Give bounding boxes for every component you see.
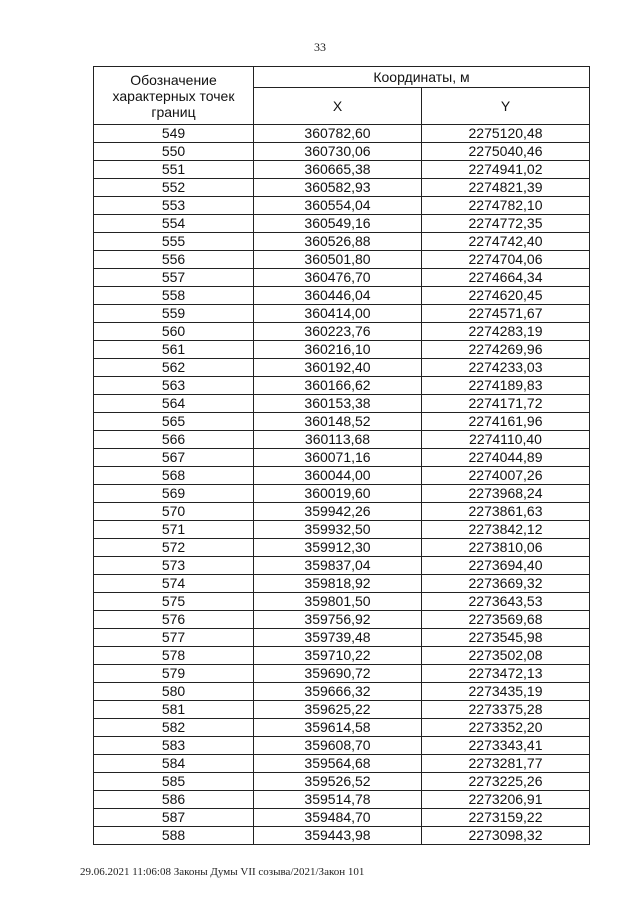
point-id-cell: 554 xyxy=(94,215,254,233)
table-row xyxy=(94,809,590,827)
y-coordinate-cell: 2273225,26 xyxy=(422,773,590,791)
table-row xyxy=(94,143,590,161)
y-coordinate-cell: 2273375,28 xyxy=(422,701,590,719)
point-id-cell: 575 xyxy=(94,593,254,611)
y-coordinate-cell: 2274941,02 xyxy=(422,161,590,179)
point-id-cell: 577 xyxy=(94,629,254,647)
x-coordinate-cell: 359514,78 xyxy=(254,791,422,809)
y-coordinate-cell: 2274189,83 xyxy=(422,377,590,395)
x-coordinate-cell: 360071,16 xyxy=(254,449,422,467)
y-coordinate-cell: 2273206,91 xyxy=(422,791,590,809)
point-id-cell: 580 xyxy=(94,683,254,701)
y-coordinate-cell: 2275040,46 xyxy=(422,143,590,161)
point-id-cell: 556 xyxy=(94,251,254,269)
header-coordinates: Координаты, м xyxy=(254,67,590,88)
table-row xyxy=(94,737,590,755)
y-coordinate-cell: 2274704,06 xyxy=(422,251,590,269)
y-coordinate-cell: 2273098,32 xyxy=(422,827,590,845)
point-id-cell: 561 xyxy=(94,341,254,359)
x-coordinate-cell: 359932,50 xyxy=(254,521,422,539)
y-coordinate-cell: 2274664,34 xyxy=(422,269,590,287)
header-x: X xyxy=(254,88,422,125)
point-id-cell: 559 xyxy=(94,305,254,323)
x-coordinate-cell: 359710,22 xyxy=(254,647,422,665)
table-row xyxy=(94,413,590,431)
x-coordinate-cell: 360192,40 xyxy=(254,359,422,377)
coordinates-table xyxy=(93,66,590,845)
x-coordinate-cell: 359739,48 xyxy=(254,629,422,647)
table-row xyxy=(94,377,590,395)
x-coordinate-cell: 359801,50 xyxy=(254,593,422,611)
table-row xyxy=(94,629,590,647)
point-id-cell: 569 xyxy=(94,485,254,503)
header-point-designation: Обозначение характерных точек границ xyxy=(94,67,254,125)
point-id-cell: 549 xyxy=(94,125,254,143)
table-row xyxy=(94,557,590,575)
y-coordinate-cell: 2274742,40 xyxy=(422,233,590,251)
table-row xyxy=(94,485,590,503)
point-id-cell: 574 xyxy=(94,575,254,593)
y-coordinate-cell: 2273968,24 xyxy=(422,485,590,503)
header-y: Y xyxy=(422,88,590,125)
table-row xyxy=(94,215,590,233)
x-coordinate-cell: 360414,00 xyxy=(254,305,422,323)
table-row xyxy=(94,593,590,611)
table-row xyxy=(94,827,590,845)
table-row xyxy=(94,719,590,737)
x-coordinate-cell: 359756,92 xyxy=(254,611,422,629)
x-coordinate-cell: 359614,58 xyxy=(254,719,422,737)
x-coordinate-cell: 360153,38 xyxy=(254,395,422,413)
x-coordinate-cell: 359608,70 xyxy=(254,737,422,755)
point-id-cell: 566 xyxy=(94,431,254,449)
table-row xyxy=(94,323,590,341)
document-footer: 29.06.2021 11:06:08 Законы Думы VII созыва/2021/Закон 101 xyxy=(80,866,365,878)
point-id-cell: 586 xyxy=(94,791,254,809)
table-row xyxy=(94,431,590,449)
y-coordinate-cell: 2274571,67 xyxy=(422,305,590,323)
y-coordinate-cell: 2273810,06 xyxy=(422,539,590,557)
point-id-cell: 557 xyxy=(94,269,254,287)
point-id-cell: 584 xyxy=(94,755,254,773)
y-coordinate-cell: 2273842,12 xyxy=(422,521,590,539)
table-row xyxy=(94,359,590,377)
point-id-cell: 582 xyxy=(94,719,254,737)
point-id-cell: 562 xyxy=(94,359,254,377)
table-row xyxy=(94,773,590,791)
x-coordinate-cell: 360501,80 xyxy=(254,251,422,269)
point-id-cell: 585 xyxy=(94,773,254,791)
table-row xyxy=(94,287,590,305)
y-coordinate-cell: 2274620,45 xyxy=(422,287,590,305)
table-row xyxy=(94,755,590,773)
point-id-cell: 571 xyxy=(94,521,254,539)
x-coordinate-cell: 360148,52 xyxy=(254,413,422,431)
point-id-cell: 563 xyxy=(94,377,254,395)
y-coordinate-cell: 2273435,19 xyxy=(422,683,590,701)
table-row xyxy=(94,611,590,629)
point-id-cell: 564 xyxy=(94,395,254,413)
point-id-cell: 581 xyxy=(94,701,254,719)
y-coordinate-cell: 2274110,40 xyxy=(422,431,590,449)
table-row xyxy=(94,521,590,539)
y-coordinate-cell: 2274007,26 xyxy=(422,467,590,485)
y-coordinate-cell: 2274161,96 xyxy=(422,413,590,431)
table-row xyxy=(94,269,590,287)
x-coordinate-cell: 359526,52 xyxy=(254,773,422,791)
point-id-cell: 576 xyxy=(94,611,254,629)
table-row xyxy=(94,575,590,593)
table-row xyxy=(94,197,590,215)
x-coordinate-cell: 359942,26 xyxy=(254,503,422,521)
y-coordinate-cell: 2274044,89 xyxy=(422,449,590,467)
y-coordinate-cell: 2275120,48 xyxy=(422,125,590,143)
page-number: 33 xyxy=(314,40,326,54)
y-coordinate-cell: 2273545,98 xyxy=(422,629,590,647)
table-row xyxy=(94,125,590,143)
y-coordinate-cell: 2273343,41 xyxy=(422,737,590,755)
table-row xyxy=(94,503,590,521)
y-coordinate-cell: 2273694,40 xyxy=(422,557,590,575)
table-row xyxy=(94,449,590,467)
x-coordinate-cell: 359564,68 xyxy=(254,755,422,773)
table-row xyxy=(94,161,590,179)
point-id-cell: 579 xyxy=(94,665,254,683)
x-coordinate-cell: 360113,68 xyxy=(254,431,422,449)
x-coordinate-cell: 359666,32 xyxy=(254,683,422,701)
table-row xyxy=(94,791,590,809)
y-coordinate-cell: 2274782,10 xyxy=(422,197,590,215)
y-coordinate-cell: 2274269,96 xyxy=(422,341,590,359)
x-coordinate-cell: 359625,22 xyxy=(254,701,422,719)
point-id-cell: 558 xyxy=(94,287,254,305)
x-coordinate-cell: 360223,76 xyxy=(254,323,422,341)
point-id-cell: 583 xyxy=(94,737,254,755)
y-coordinate-cell: 2274171,72 xyxy=(422,395,590,413)
y-coordinate-cell: 2274772,35 xyxy=(422,215,590,233)
y-coordinate-cell: 2273502,08 xyxy=(422,647,590,665)
x-coordinate-cell: 360526,88 xyxy=(254,233,422,251)
point-id-cell: 565 xyxy=(94,413,254,431)
table-row xyxy=(94,467,590,485)
x-coordinate-cell: 360730,06 xyxy=(254,143,422,161)
table-row xyxy=(94,305,590,323)
x-coordinate-cell: 360476,70 xyxy=(254,269,422,287)
x-coordinate-cell: 359484,70 xyxy=(254,809,422,827)
y-coordinate-cell: 2274283,19 xyxy=(422,323,590,341)
point-id-cell: 553 xyxy=(94,197,254,215)
table-row xyxy=(94,701,590,719)
point-id-cell: 567 xyxy=(94,449,254,467)
y-coordinate-cell: 2273281,77 xyxy=(422,755,590,773)
x-coordinate-cell: 359443,98 xyxy=(254,827,422,845)
x-coordinate-cell: 360782,60 xyxy=(254,125,422,143)
point-id-cell: 570 xyxy=(94,503,254,521)
x-coordinate-cell: 359690,72 xyxy=(254,665,422,683)
point-id-cell: 578 xyxy=(94,647,254,665)
table-row xyxy=(94,665,590,683)
y-coordinate-cell: 2273569,68 xyxy=(422,611,590,629)
point-id-cell: 572 xyxy=(94,539,254,557)
point-id-cell: 555 xyxy=(94,233,254,251)
x-coordinate-cell: 360446,04 xyxy=(254,287,422,305)
point-id-cell: 560 xyxy=(94,323,254,341)
table-row xyxy=(94,395,590,413)
x-coordinate-cell: 360166,62 xyxy=(254,377,422,395)
point-id-cell: 587 xyxy=(94,809,254,827)
table-row xyxy=(94,341,590,359)
x-coordinate-cell: 359818,92 xyxy=(254,575,422,593)
point-id-cell: 550 xyxy=(94,143,254,161)
x-coordinate-cell: 360549,16 xyxy=(254,215,422,233)
table-row xyxy=(94,539,590,557)
x-coordinate-cell: 360582,93 xyxy=(254,179,422,197)
y-coordinate-cell: 2274233,03 xyxy=(422,359,590,377)
table-row xyxy=(94,251,590,269)
point-id-cell: 573 xyxy=(94,557,254,575)
point-id-cell: 568 xyxy=(94,467,254,485)
table-row xyxy=(94,683,590,701)
y-coordinate-cell: 2273669,32 xyxy=(422,575,590,593)
point-id-cell: 552 xyxy=(94,179,254,197)
table-row xyxy=(94,179,590,197)
y-coordinate-cell: 2274821,39 xyxy=(422,179,590,197)
table-row xyxy=(94,233,590,251)
x-coordinate-cell: 360216,10 xyxy=(254,341,422,359)
y-coordinate-cell: 2273352,20 xyxy=(422,719,590,737)
x-coordinate-cell: 360019,60 xyxy=(254,485,422,503)
point-id-cell: 588 xyxy=(94,827,254,845)
x-coordinate-cell: 359912,30 xyxy=(254,539,422,557)
y-coordinate-cell: 2273643,53 xyxy=(422,593,590,611)
x-coordinate-cell: 359837,04 xyxy=(254,557,422,575)
x-coordinate-cell: 360665,38 xyxy=(254,161,422,179)
y-coordinate-cell: 2273159,22 xyxy=(422,809,590,827)
x-coordinate-cell: 360554,04 xyxy=(254,197,422,215)
y-coordinate-cell: 2273861,63 xyxy=(422,503,590,521)
x-coordinate-cell: 360044,00 xyxy=(254,467,422,485)
y-coordinate-cell: 2273472,13 xyxy=(422,665,590,683)
table-header-row xyxy=(94,67,590,88)
table-row xyxy=(94,647,590,665)
point-id-cell: 551 xyxy=(94,161,254,179)
